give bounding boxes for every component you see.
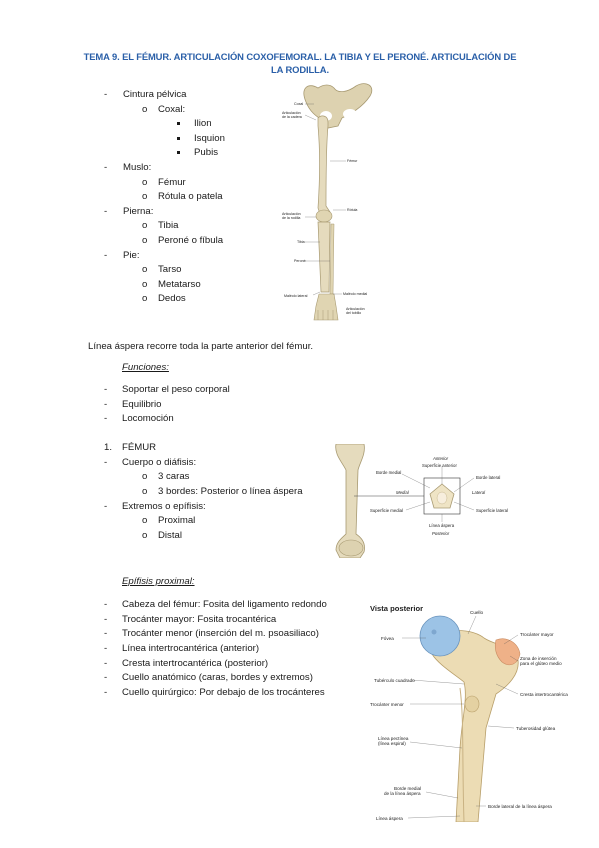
fig2-label-borde-lateral: Borde lateral	[476, 475, 501, 480]
fig1-label-art-tobillo-2: del tobillo	[346, 311, 362, 315]
item-tibia: Tibia	[158, 220, 179, 231]
item-tarso: Tarso	[158, 264, 182, 275]
page-title	[70, 51, 530, 76]
fig3-label-zona-1: Zona de inserción	[520, 656, 557, 661]
item-perone: Peroné o fíbula	[158, 235, 224, 246]
fig1-label-tibia: Tibia	[297, 240, 305, 244]
bullet-dash: -	[104, 457, 108, 468]
bullet-o: o	[142, 191, 148, 202]
fig2-label-medial: Medial	[396, 490, 409, 495]
fig3-label-trocanter-menor: Trocánter menor	[370, 702, 404, 707]
fig1-label-art-cadera-2: de la cadera	[282, 115, 302, 119]
femur-section-heading: FÉMUR	[122, 442, 157, 453]
item-isquion: Isquion	[194, 133, 225, 144]
bullet-dash: -	[104, 614, 108, 625]
epifisis-item: Cuello anatómico (caras, bordes y extremos)	[122, 672, 313, 683]
fig3-title: Vista posterior	[370, 604, 424, 613]
bullet-dash: -	[104, 501, 108, 512]
fig1-label-coxal: Coxal	[294, 102, 304, 106]
item-distal: Distal	[158, 530, 182, 541]
bullet-dash: -	[104, 399, 108, 410]
bullet-dash: -	[104, 250, 108, 261]
item-proximal: Proximal	[158, 515, 196, 526]
bullet-square	[177, 151, 180, 154]
epifisis-item: Cresta intertrocantérica (posterior)	[122, 658, 269, 669]
fig2-label-lateral: Lateral	[472, 490, 486, 495]
item-rotula: Rótula o patela	[158, 191, 223, 202]
item-cuerpo: Cuerpo o diáfisis:	[122, 457, 197, 468]
fig1-label-femur: Fémur	[347, 159, 358, 163]
fig3-label-fovea: Fóvea	[381, 636, 394, 641]
bullet-o: o	[142, 220, 148, 231]
item-muslo: Muslo:	[123, 162, 152, 173]
fig3-label-cuello: Cuello	[470, 610, 484, 615]
item-pierna: Pierna:	[123, 206, 154, 217]
bullet-dash: -	[104, 162, 108, 173]
fig2-label-anterior: Anterior	[433, 456, 449, 461]
epifisis-item: Trocánter menor (inserción del m. psoasiliaco)	[122, 628, 319, 639]
bullet-o: o	[142, 530, 148, 541]
epifisis-item: Cabeza del fémur: Fosita del ligamento redondo	[122, 599, 327, 610]
lower-limb-skeleton-figure	[278, 78, 384, 330]
bullet-dash: -	[104, 413, 108, 424]
bullet-dash: -	[104, 599, 108, 610]
fig1-label-perone: Peroné	[294, 259, 306, 263]
bullet-dash: -	[104, 206, 108, 217]
proximal-femur-posterior-figure	[368, 598, 590, 822]
bullet-dash: -	[104, 628, 108, 639]
bullet-square	[177, 137, 180, 140]
bullet-o: o	[142, 264, 148, 275]
fig2-label-linea-aspera: Línea áspera	[429, 523, 455, 528]
item-pie: Pie:	[123, 250, 140, 261]
fig3-label-borde-lateral: Borde lateral de la línea áspera	[488, 804, 552, 809]
fig3-label-trocanter-mayor: Trocánter mayor	[520, 632, 554, 637]
fig3-label-linea-aspera: Línea áspera	[376, 816, 403, 821]
bullet-dash: -	[104, 687, 108, 698]
fig3-label-borde-medial-1: Borde medial	[394, 786, 422, 791]
item-metatarso: Metatarso	[158, 279, 201, 290]
fig1-label-art-rodilla-1: Articulación	[282, 212, 301, 216]
fig1-label-maleolo-medial: Maléolo medial	[343, 292, 368, 296]
fig3-label-tuberculo: Tubérculo cuadrado	[374, 678, 415, 683]
item-bordes: 3 bordes: Posterior o línea áspera	[158, 486, 303, 497]
epifisis-item: Línea intertrocantérica (anterior)	[122, 643, 260, 654]
item-caras: 3 caras	[158, 471, 190, 482]
fig3-label-zona-2: para el glúteo medio	[520, 661, 562, 666]
funciones-heading: Funciones:	[122, 362, 169, 373]
fig3-label-linea-pectinea-2: (línea espiral)	[378, 741, 406, 746]
bullet-dash: -	[104, 672, 108, 683]
item-femur: Fémur	[158, 177, 186, 188]
bullet-dash: -	[104, 384, 108, 395]
funcion-item: Soportar el peso corporal	[122, 384, 230, 395]
fig1-label-art-rodilla-2: de la rodilla	[282, 216, 301, 220]
item-cintura: Cintura pélvica	[123, 89, 187, 100]
bullet-o: o	[142, 471, 148, 482]
bullet-dash: -	[104, 658, 108, 669]
bullet-o: o	[142, 293, 148, 304]
fig2-label-posterior: Posterior	[432, 531, 450, 536]
fig1-label-art-cadera-1: Articulación	[282, 111, 301, 115]
femur-section-number: 1.	[104, 442, 113, 453]
bullet-dash: -	[104, 89, 108, 100]
item-dedos: Dedos	[158, 293, 186, 304]
fig3-label-linea-pectinea-1: Línea pectínea	[378, 736, 409, 741]
fig3-label-cresta: Cresta intertrocantérica	[520, 692, 568, 697]
bullet-dash: -	[104, 643, 108, 654]
bullet-square	[177, 122, 180, 125]
bullet-o: o	[142, 279, 148, 290]
item-pubis: Pubis	[194, 147, 218, 158]
bullet-o: o	[142, 235, 148, 246]
bullet-o: o	[142, 177, 148, 188]
fig1-label-art-tobillo-1: Articulación	[346, 307, 365, 311]
fig2-label-superficie-lateral: Superficie lateral	[476, 508, 509, 513]
epifisis-item: Cuello quirúrgico: Por debajo de los trocánteres	[122, 687, 325, 698]
fig1-label-maleolo-lateral: Maléolo lateral	[284, 294, 308, 298]
fig2-label-borde-medial: Borde medial	[376, 470, 402, 475]
bullet-o: o	[142, 104, 148, 115]
fig3-label-tuberosidad: Tuberosidad glútea	[516, 726, 556, 731]
fig1-label-rotula: Rótula	[347, 208, 358, 212]
title-line-1: TEMA 9. EL FÉMUR. ARTICULACIÓN COXOFEMORAL. LA TIBIA Y EL PERONÉ. ARTICULACIÓN DE	[83, 51, 517, 62]
bullet-o: o	[142, 515, 148, 526]
funcion-item: Locomoción	[122, 413, 174, 424]
fig3-label-borde-medial-2: de la línea áspera	[384, 791, 421, 796]
title-line-2: LA RODILLA.	[271, 63, 329, 75]
item-coxal: Coxal:	[158, 104, 186, 115]
linea-aspera-note: Línea áspera recorre toda la parte anterior del fémur.	[88, 341, 314, 352]
fig2-label-superficie-anterior: Superficie anterior	[422, 463, 457, 468]
item-ilion: Ilion	[194, 118, 212, 129]
epifisis-item: Trocánter mayor: Fosita trocantérica	[122, 614, 277, 625]
bullet-o: o	[142, 486, 148, 497]
epifisis-heading: Epífisis proximal:	[122, 576, 195, 587]
fig2-label-superficie-medial: Superficie medial	[370, 508, 403, 513]
funcion-item: Equilibrio	[122, 399, 162, 410]
femur-cross-section-figure	[326, 444, 522, 558]
item-extremos: Extremos o epífisis:	[122, 501, 206, 512]
